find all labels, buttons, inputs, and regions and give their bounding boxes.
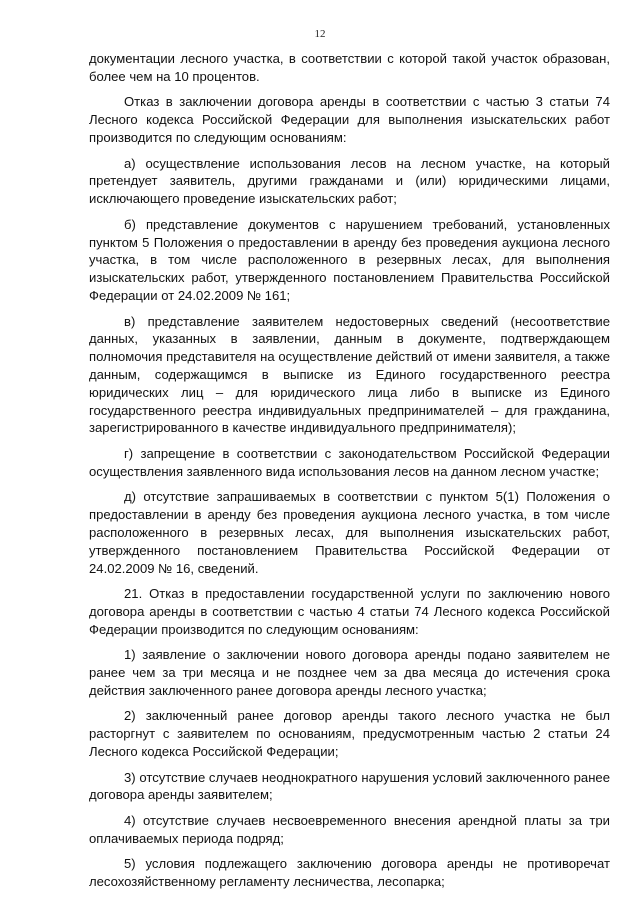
list-item-2: 2) заключенный ранее договор аренды такого лесного участка не был расторгнут с заявителем по основаниям, предусмотренным частью 2 статьи 24 Лесного кодекса Российской Федерации; — [89, 708, 610, 760]
list-item-1: 1) заявление о заключении нового договора аренды подано заявителем не ранее чем за три месяца и не позднее чем за два месяца до истечения срока действия заключенного ранее договора аренды лесного участка; — [89, 647, 610, 698]
page-number: 12 — [314, 28, 326, 40]
list-item-g: г) запрещение в соответствии с законодательством Российской Федерации осуществления заявленного вида использования лесов на данном лесном участке; — [89, 445, 610, 479]
list-item-5: 5) условия подлежащего заключению договора аренды не противоречат лесохозяйственному регламенту лесничества, лесопарка; — [89, 856, 610, 890]
document-body — [89, 50, 610, 899]
list-item-d: д) отсутствие запрашиваемых в соответствии с пунктом 5(1) Положения о предоставлении в аренду без проведения аукциона лесного участка, в том числе расположенного в резервных лесах, для выполнения изыскательских работ, утвержденного постановлением Правительства Российской Федерации от 24.02.2009 № 16, сведений. — [89, 489, 610, 576]
list-item-3: 3) отсутствие случаев неоднократного нарушения условий заключенного ранее договора аренды заявителем; — [89, 769, 610, 803]
list-item-4: 4) отсутствие случаев несвоевременного внесения арендной платы за три оплачиваемых периода подряд; — [89, 813, 610, 846]
paragraph-section-21: 21. Отказ в предоставлении государственной услуги по заключению нового договора аренды в соответствии с частью 4 статьи 74 Лесного кодекса Российской Федерации производится по следующим основаниям: — [89, 586, 610, 637]
list-item-b: б) представление документов с нарушением требований, установленных пунктом 5 Положения о предоставлении в аренду без проведения аукциона лесного участка, в том числе расположенного в резервных лесах, для выполнения изыскательских работ, утвержденного постановлением Правительства Российской Федерации от 24.02.2009 № 161; — [89, 216, 610, 303]
paragraph-refusal-part3: Отказ в заключении договора аренды в соответствии с частью 3 статьи 74 Лесного кодекса Российской Федерации для выполнения изыскательских работ производится по следующим основаниям: — [89, 94, 610, 145]
list-item-v: в) представление заявителем недостоверных сведений (несоответствие данных, указанных в заявлении, данным в документе, подтверждающем полномочия представителя на осуществление действий от имени заявителя, а также данным, содержащимся в выписке из Единого государственного реестра юридических лиц – для юридического лица либо в выписке из Единого государственного реестра индивидуальных предпринимателей – для гражданина, зарегистрированного в качестве индивидуального предпринимателя); — [89, 313, 610, 436]
paragraph-continuation: документации лесного участка, в соответствии с которой такой участок образован, более чем на 10 процентов. — [89, 51, 610, 84]
list-item-a: а) осуществление использования лесов на лесном участке, на который претендует заявитель, другими гражданами и (или) юридическими лицами, исключающего проведение изыскательских работ; — [89, 155, 610, 207]
